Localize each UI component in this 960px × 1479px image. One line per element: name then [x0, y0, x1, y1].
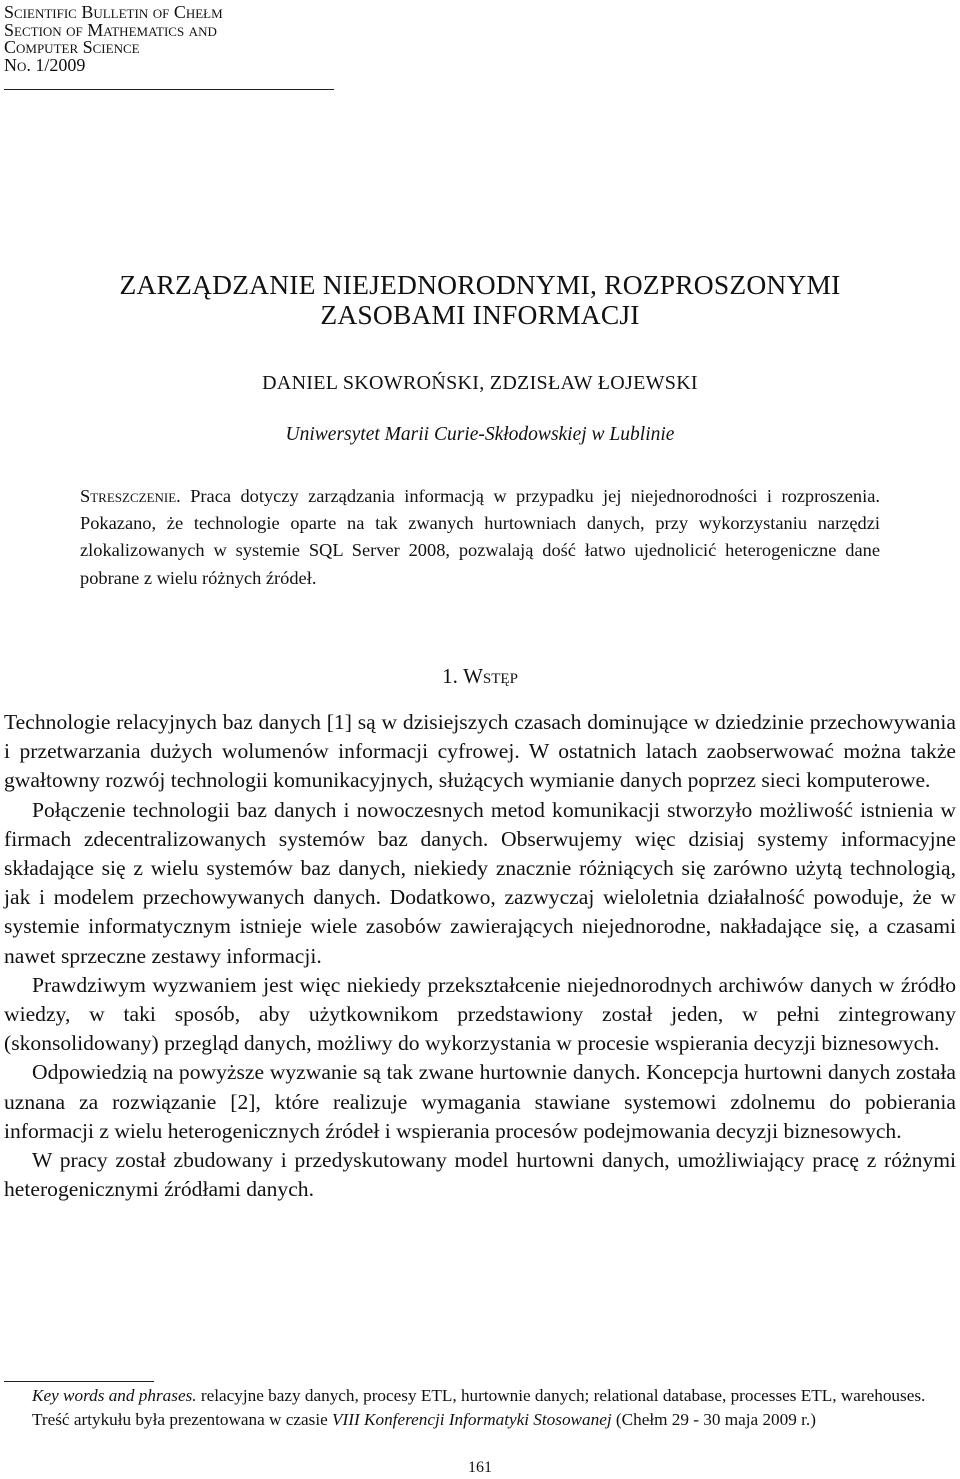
footnotes [4, 1384, 956, 1432]
paragraph: W pracy został zbudowany i przedyskutowany model hurtowni danych, umożliwiający pracę z różnymi heterogenicznymi źródłami danych. [4, 1148, 956, 1202]
note-prefix: Treść artykułu była prezentowana w czasie [32, 1410, 328, 1429]
abstract-text: Praca dotyczy zarządzania informacją w przypadku jej niejednorodności i rozproszenia. Pokazano, że technologie oparte na tak zwanych hurtowniach danych, przy wykorzystaniu narzędzi zlokalizowanych w systemie SQL Server 2008, pozwalają dość łatwo ujednolicić heterogeniczne dane pobrane z wielu różnych źródeł. [80, 486, 880, 588]
title-line-1: ZARZĄDZANIE NIEJEDNORODNYMI, ROZPROSZONYMI [119, 269, 841, 300]
body-text [4, 708, 956, 1204]
author-list: DANIEL SKOWROŃSKI, ZDZISŁAW ŁOJEWSKI [262, 372, 698, 394]
journal-issue: No. 1/2009 [4, 54, 86, 75]
footnote-rule [4, 1381, 154, 1382]
journal-name-line-1: Scientific Bulletin of Chełm [4, 2, 223, 22]
keywords-footnote [4, 1384, 956, 1408]
page-number: 161 [468, 1459, 492, 1476]
paragraph: Prawdziwym wyzwaniem jest więc niekiedy przekształcenie niejednorodnych archiwów danych w źródło wiedzy, w taki sposób, aby użytkownikom przedstawiony został jeden, w pełni zintegrowany (skonsolidowany) przegląd danych, możliwy do wykorzystania w procesie wspierania decyzji biznesowych. [4, 972, 956, 1056]
title-line-2: ZASOBAMI INFORMACJI [320, 299, 640, 330]
keywords-label: Key words and phrases. [32, 1386, 197, 1405]
journal-name-line-2: Section of Mathematics and [4, 19, 217, 40]
conference-footnote [4, 1408, 956, 1432]
paragraph: Połączenie technologii baz danych i nowoczesnych metod komunikacji stworzyło możliwość istnienia w firmach zdecentralizowanych systemów baz danych. Obserwujemy więc dzisiaj systemy informacyjne składające się z wielu systemów baz danych, niekiedy znacznie różniących się zarówno użytą technologią, jak i modelem przechowywanych danych. Dodatkowo, zazwyczaj wieloletnia działalność powoduje, że w systemie informatycznym istnieje wiele zasobów zawierających niejednorodne, nakładające się, a czasami nawet sprzeczne zestawy informacji. [4, 797, 956, 968]
paragraph: Odpowiedzią na powyższe wyzwanie są tak zwane hurtownie danych. Koncepcja hurtowni danych została uznana za rozwiązanie [2], które realizuje wymagania stawiane systemowi zdolnemu do pobierania informacji z wielu heterogenicznych źródeł i wspierania procesów podejmowania decyzji biznesowych. [4, 1060, 956, 1143]
note-suffix: (Chełm 29 - 30 maja 2009 r.) [615, 1410, 816, 1429]
affiliation: Uniwersytet Marii Curie-Skłodowskiej w Lublinie [285, 424, 675, 445]
paragraph: Technologie relacyjnych baz danych [1] są w dzisiejszych czasach dominujące w dziedzinie przechowywania i przetwarzania dużych wolumenów informacji cyfrowej. W ostatnich latach zaobserwować można także gwałtowny rozwój technologii komunikacyjnych, służących wymianie danych poprzez sieci komputerowe. [4, 710, 956, 793]
abstract [80, 483, 880, 592]
paper-title [0, 270, 960, 330]
section-title: Wstęp [463, 664, 518, 688]
section-number: 1. [442, 664, 458, 688]
journal-header [4, 4, 334, 74]
journal-name-line-3: Computer Science [4, 37, 140, 57]
conference-name: VIII Konferencji Informatyki Stosowanej [332, 1410, 612, 1429]
keywords-text: relacyjne bazy danych, procesy ETL, hurtownie danych; relational database, processes ETL, warehouses. [200, 1386, 926, 1405]
header-rule [4, 89, 334, 90]
abstract-label: Streszczenie. [80, 486, 181, 506]
section-heading [0, 664, 960, 689]
